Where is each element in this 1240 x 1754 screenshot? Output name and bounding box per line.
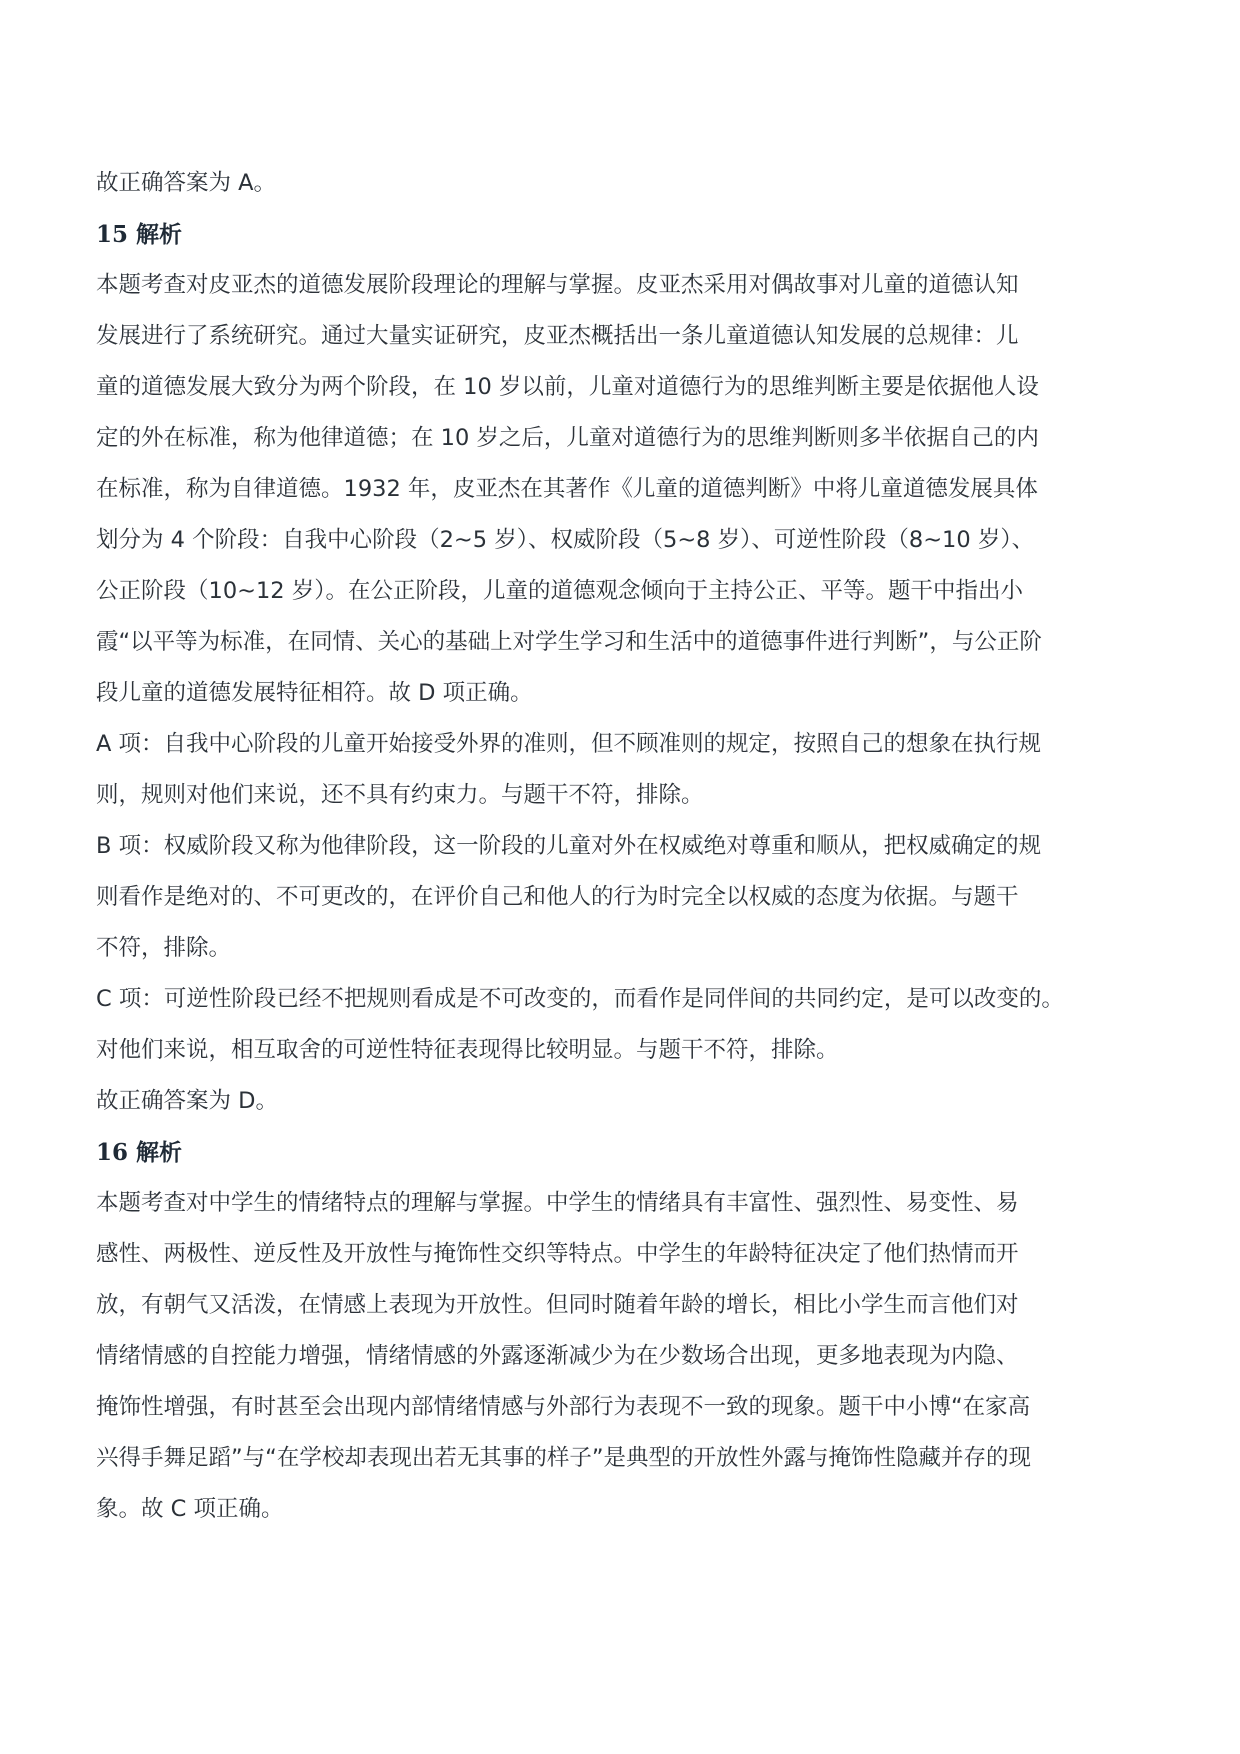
- text-line: 划分为 4 个阶段：自我中心阶段（2~5 岁）、权威阶段（5~8 岁）、可逆性阶段（8~10 岁）、: [96, 527, 1035, 553]
- option-b-line: B 项：权威阶段又称为他律阶段，这一阶段的儿童对外在权威绝对尊重和顺从，把权威确定的规: [96, 833, 1042, 859]
- text-line: 定的外在标准，称为他律道德；在 10 岁之后，儿童对道德行为的思维判断则多半依据自己的内: [96, 425, 1039, 451]
- text-line-answer-a: 故正确答案为 A。: [96, 170, 277, 196]
- text-line-answer-d: 故正确答案为 D。: [96, 1088, 278, 1114]
- text-line: 感性、两极性、逆反性及开放性与掩饰性交织等特点。中学生的年龄特征决定了他们热情而开: [96, 1241, 1019, 1267]
- text-line: 情绪情感的自控能力增强，情绪情感的外露逐渐减少为在少数场合出现，更多地表现为内隐、: [96, 1343, 1019, 1369]
- text-line: 兴得手舞足蹈”与“在学校却表现出若无其事的样子”是典型的开放性外露与掩饰性隐藏并存的现: [96, 1445, 1031, 1471]
- option-c-line: C 项：可逆性阶段已经不把规则看成是不可改变的，而看作是同伴间的共同约定，是可以改变的。: [96, 986, 1064, 1012]
- text-line: 则看作是绝对的、不可更改的，在评价自己和他人的行为时完全以权威的态度为依据。与题干: [96, 884, 1019, 910]
- text-line: 本题考查对皮亚杰的道德发展阶段理论的理解与掌握。皮亚杰采用对偶故事对儿童的道德认知: [96, 272, 1019, 298]
- option-a-line: A 项：自我中心阶段的儿童开始接受外界的准则，但不顾准则的规定，按照自己的想象在执行规: [96, 731, 1042, 757]
- section-heading-16: 16 解析: [96, 1139, 183, 1166]
- text-line: 本题考查对中学生的情绪特点的理解与掌握。中学生的情绪具有丰富性、强烈性、易变性、易: [96, 1190, 1019, 1216]
- text-line: 不符，排除。: [96, 935, 232, 961]
- text-line: 发展进行了系统研究。通过大量实证研究，皮亚杰概括出一条儿童道德认知发展的总规律：儿: [96, 323, 1019, 349]
- text-line: 则，规则对他们来说，还不具有约束力。与题干不符，排除。: [96, 782, 704, 808]
- text-line: 童的道德发展大致分为两个阶段，在 10 岁以前，儿童对道德行为的思维判断主要是依据他人设: [96, 374, 1039, 400]
- text-line: 象。故 C 项正确。: [96, 1496, 284, 1522]
- text-line: 霞“以平等为标准，在同情、关心的基础上对学生学习和生活中的道德事件进行判断”，与公正阶: [96, 629, 1042, 655]
- text-line: 放，有朝气又活泼，在情感上表现为开放性。但同时随着年龄的增长，相比小学生而言他们对: [96, 1292, 1019, 1318]
- text-line: 段儿童的道德发展特征相符。故 D 项正确。: [96, 680, 533, 706]
- document-page: [96, 158, 1156, 1535]
- text-line: 掩饰性增强，有时甚至会出现内部情绪情感与外部行为表现不一致的现象。题干中小博“在家高: [96, 1394, 1031, 1420]
- text-line: 对他们来说，相互取舍的可逆性特征表现得比较明显。与题干不符，排除。: [96, 1037, 839, 1063]
- section-heading-15: 15 解析: [96, 221, 183, 248]
- text-line: 公正阶段（10~12 岁）。在公正阶段，儿童的道德观念倾向于主持公正、平等。题干中指出小: [96, 578, 1024, 604]
- text-line: 在标准，称为自律道德。1932 年，皮亚杰在其著作《儿童的道德判断》中将儿童道德发展具体: [96, 476, 1038, 502]
